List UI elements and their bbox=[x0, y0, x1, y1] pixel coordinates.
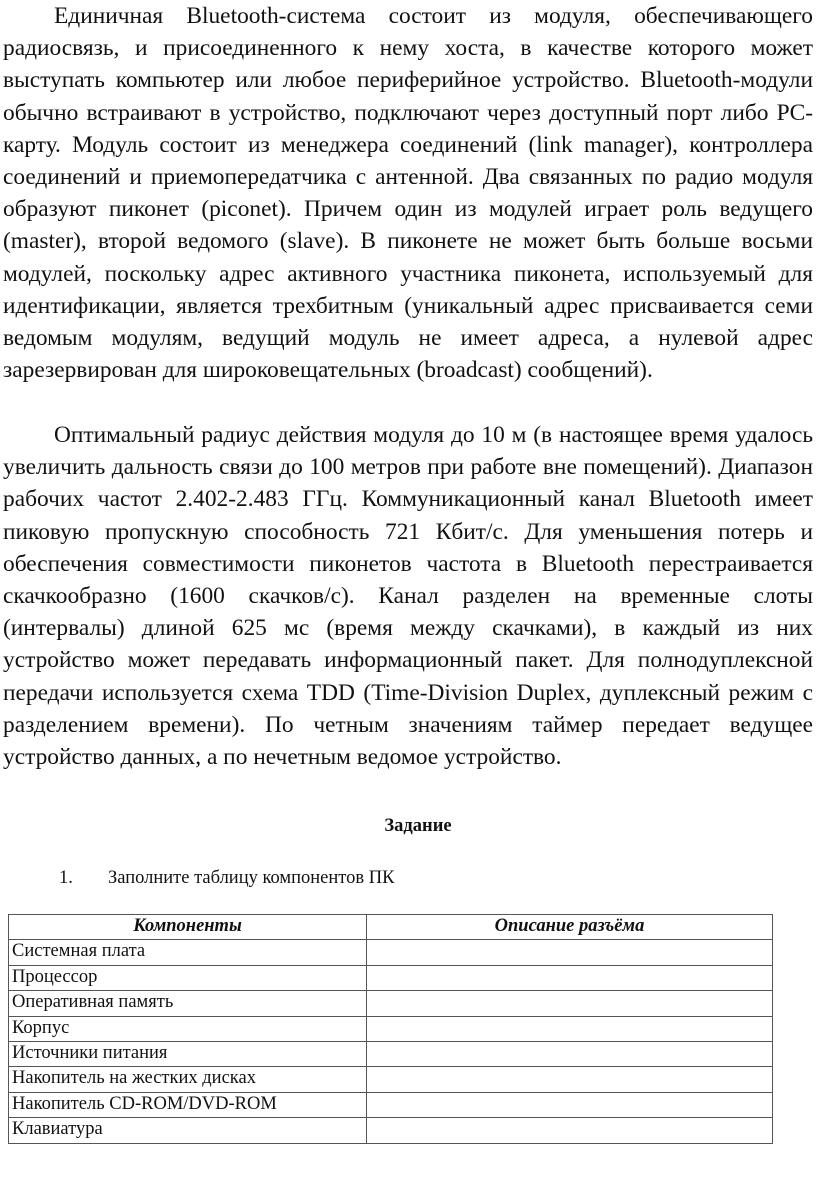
description-cell[interactable] bbox=[367, 1016, 773, 1041]
table-row bbox=[9, 940, 773, 965]
component-cell: Оперативная память bbox=[9, 991, 367, 1016]
description-cell[interactable] bbox=[367, 1092, 773, 1117]
task-item bbox=[59, 866, 394, 890]
component-cell: Источники питания bbox=[9, 1041, 367, 1066]
components-table bbox=[8, 914, 773, 1144]
component-cell: Накопитель на жестких дисках bbox=[9, 1067, 367, 1092]
table-row bbox=[9, 991, 773, 1016]
description-cell[interactable] bbox=[367, 991, 773, 1016]
paragraph-bluetooth-system: Единичная Bluetooth-система состоит из модуля, обеспечивающего радиосвязь, и присоединенного к нему хоста, в качестве которого может выступать компьютер или любое периферийное устройство. Bluetooth-модули обычно встраивают в устройство, подключают через доступный порт либо PC-карту. Модуль состоит из менеджера соединений (link manager), контроллера соединений и приемопередатчика с антенной. Два связанных по радио модуля образуют пиконет (piconet). Причем один из модулей играет роль ведущего (master), второй ведомого (slave). В пиконете не может быть больше восьми модулей, поскольку адрес активного участника пиконета, используемый для идентификации, является трехбитным (уникальный адрес присваивается семи ведомым модулям, ведущий модуль не имеет адреса, а нулевой адрес зарезервирован для широковещательных (broadcast) сообщений). bbox=[3, 3, 813, 384]
table-row bbox=[9, 1118, 773, 1143]
task-item-number: 1. bbox=[59, 868, 73, 888]
paragraph-bluetooth-specs: Оптимальный радиус действия модуля до 10 м (в настоящее время удалось увеличить дальность связи до 100 метров при работе вне помещений). Диапазон рабочих частот 2.402-2.483 ГГц. Коммуникационный канал Bluetooth имеет пиковую пропускную способность 721 Кбит/с. Для уменьшения потерь и обеспечения совместимости пиконетов частота в Bluetooth перестраивается скачкообразно (1600 скачков/с). Канал разделен на временные слоты (интервалы) длиной 625 мс (время между скачками), в каждый из них устройство может передавать информационный пакет. Для полнодуплексной передачи используется схема TDD (Time-Division Duplex, дуплексный режим с разделением времени). По четным значениям таймер передает ведущее устройство данных, а по нечетным ведомое устройство. bbox=[3, 422, 813, 771]
table-row bbox=[9, 1092, 773, 1117]
description-cell[interactable] bbox=[367, 965, 773, 990]
table-row bbox=[9, 1041, 773, 1066]
header-connector-description: Описание разъёма bbox=[367, 915, 773, 940]
component-cell: Системная плата bbox=[9, 940, 367, 965]
component-cell: Клавиатура bbox=[9, 1118, 367, 1143]
table-row bbox=[9, 965, 773, 990]
table-row bbox=[9, 1067, 773, 1092]
component-cell: Корпус bbox=[9, 1016, 367, 1041]
description-cell[interactable] bbox=[367, 1041, 773, 1066]
table-header-row bbox=[9, 915, 773, 940]
task-item-text: Заполните таблицу компонентов ПК bbox=[108, 868, 395, 888]
table-row bbox=[9, 1016, 773, 1041]
description-cell[interactable] bbox=[367, 940, 773, 965]
task-heading: Задание bbox=[384, 816, 452, 836]
component-cell: Процессор bbox=[9, 965, 367, 990]
header-components: Компоненты bbox=[9, 915, 367, 940]
component-cell: Накопитель CD-ROM/DVD-ROM bbox=[9, 1092, 367, 1117]
description-cell[interactable] bbox=[367, 1067, 773, 1092]
description-cell[interactable] bbox=[367, 1118, 773, 1143]
